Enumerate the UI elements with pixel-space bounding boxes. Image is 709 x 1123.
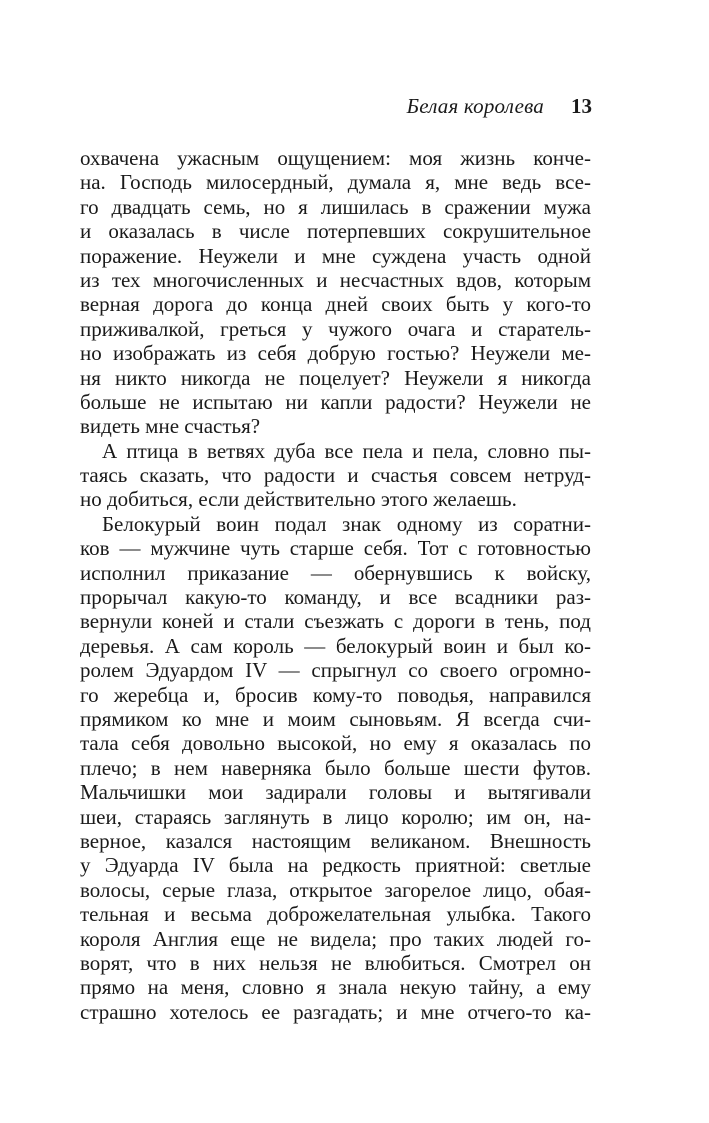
text-line: ков — мужчине чуть старше себя. Тот с готовностью [80, 536, 591, 561]
text-line: прорычал какую-то команду, и все всадники раз- [80, 585, 591, 610]
body-text [80, 146, 591, 1024]
text-line: верная дорога до конца дней своих быть у кого-то [80, 292, 591, 317]
running-head [407, 94, 592, 119]
text-line: шеи, стараясь заглянуть в лицо королю; им он, на- [80, 804, 591, 829]
text-line: ролем Эдуардом IV — спрыгнул со своего огромно- [80, 658, 591, 683]
running-title: Белая королева [406, 94, 544, 118]
text-line: но добиться, если действительно этого желаешь. [80, 487, 517, 512]
text-line: охвачена ужасным ощущением: моя жизнь конче- [80, 146, 591, 170]
text-line: волосы, серые глаза, открытое загорелое лицо, обая- [80, 877, 591, 902]
text-line: и оказалась в числе потерпевших сокрушительное [80, 219, 591, 244]
text-line: тельная и весьма доброжелательная улыбка. Такого [80, 902, 591, 927]
paragraph [80, 512, 591, 1024]
text-line: плечо; в нем наверняка было больше шести футов. [80, 755, 591, 780]
text-line: страшно хотелось ее разгадать; и мне отчего-то ка- [80, 999, 591, 1024]
text-line: тала себя довольно высокой, но ему я оказалась по [80, 731, 591, 756]
text-line: исполнил приказание — обернувшись к войску, [80, 560, 591, 585]
page-number: 13 [571, 94, 592, 118]
text-line: го двадцать семь, но я лишилась в сражении мужа [80, 194, 591, 219]
text-line: таясь сказать, что радости и счастья совсем нетруд- [80, 463, 591, 488]
text-line: Белокурый воин подал знак одному из соратни- [102, 511, 591, 536]
text-line: приживалкой, греться у чужого очага и старатель- [80, 316, 591, 341]
text-line: А птица в ветвях дуба все пела и пела, словно пы- [102, 438, 591, 463]
text-line: го жеребца и, бросив кому-то поводья, направился [80, 682, 591, 707]
text-line: видеть мне счастья? [80, 414, 261, 439]
text-line: на. Господь милосердный, думала я, мне ведь все- [80, 170, 591, 195]
text-line: ворят, что в них нельзя не влюбиться. Смотрел он [80, 950, 591, 975]
text-line: ня никто никогда не поцелует? Неужели я никогда [80, 365, 591, 390]
text-line: поражение. Неужели и мне суждена участь одной [80, 243, 591, 268]
text-line: из тех многочисленных и несчастных вдов, которым [80, 267, 591, 292]
text-line: но изображать из себя добрую гостью? Неужели ме- [80, 341, 591, 366]
text-line: прямиком ко мне и моим сыновьям. Я всегда счи- [80, 706, 591, 731]
text-line: верное, казался настоящим великаном. Внешность [80, 828, 591, 853]
text-line: прямо на меня, словно я знала некую тайну, а ему [80, 975, 591, 1000]
text-line: вернули коней и стали съезжать с дороги в тень, под [80, 609, 591, 634]
text-line: у Эдуарда IV была на редкость приятной: светлые [80, 853, 591, 878]
paragraph [80, 146, 591, 439]
text-line: короля Англия еще не видела; про таких людей го- [80, 926, 591, 951]
text-line: деревья. А сам король — белокурый воин и был ко- [80, 633, 591, 658]
text-line: больше не испытаю ни капли радости? Неужели не [80, 389, 591, 414]
paragraph [80, 439, 591, 512]
text-line: Мальчишки мои задирали головы и вытягивали [80, 780, 591, 805]
